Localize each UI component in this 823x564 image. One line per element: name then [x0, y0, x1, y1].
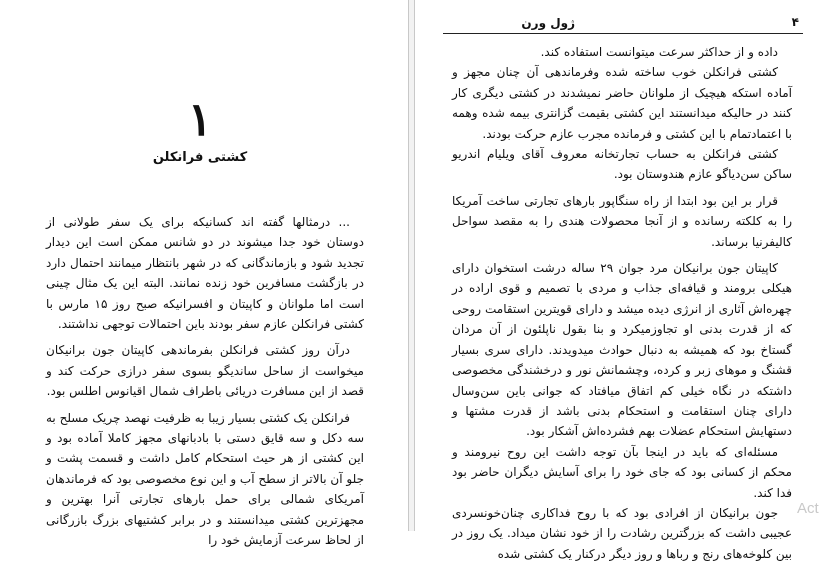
chapter-title: کشتی فرانکلن	[152, 150, 248, 165]
paragraph: فرانکلن یک کشتی بسیار زیبا به ظرفیت نهصد چریک مسلح به سه دکل و سه قایق دستی با بادبانهای مجهز کاملا آماده بود و این کشتی از هر حیث استحکام کامل داشت و قسمت پشت و جلو آن بالاتر از سطح آب و این نوع مخصوصی بود که فرماندهان آمریکای شمالی برای حمل بارهای تجارتی آنرا بهترین و مجهزترین کشتی میدانستند و در برابر کشتیهای بزرگ بازرگانی از لحاظ سرعت آزمایش خود را	[46, 410, 364, 548]
paragraph: کشتی فرانکلن به حساب تجارتخانه معروف آقای ویلیام اندریو ساکن سن‌دیاگو عازم هندوستان بود.	[452, 147, 792, 182]
left-page	[0, 0, 409, 548]
paragraph: ... درمثالها گفته اند کسانیکه برای یک سفر طولانی از دوستان خود جدا میشوند در دو شانس ممکن است این دیدار تجدید شود و بازماندگانی که در شهر بانتظار میمانند احتمال دارد در بازگشت مسافرین خود زنده نمانند. البته این یک مثال چینی است اما ملوانان و کاپیتان و افسرانیکه صبح روز ۱۵ مارس با کشتی فرانکلن عازم سفر بودند باین احتمالات توجهی نداشتند.	[46, 215, 364, 332]
paragraph: درآن روز کشتی فرانکلن بفرماندهی کاپیتان جون برانیکان میخواست از ساحل سانديگو بسوی سفر درازی حرکت کند و قصد از این مسافرت دریائی باطراف شمال اقیانوس اطلس بود.	[46, 343, 364, 399]
paragraph: مسئله‌ای که باید در اینجا بآن توجه داشت این روح نیرومند و محکم از کسانی بود که جای خود را برای آسایش دیگران حاضر بود فدا کند.	[452, 444, 792, 500]
paragraph: کشتی فرانکلن خوب ساخته شده وفرماندهی آن چنان مجهز و آماده استکه هیچیک از ملوانان حاضر نمیشدند در کشتی دیگری کار کنند در حالیکه میدانستند این کشتی بقیمت گزانتری بیمه شده وهمه با اعتمادتمام با این کشتی و فرمانده مجرب عازم حرکت بودند.	[452, 65, 792, 141]
paragraph: جون برانیکان از افرادی بود که با روح فداکاری چنان‌خونسردی عجیبی داشت که بزرگترین رشادت را از خود نشان میداد. یک روز در بین کلوخه‌های رنج و رباها و روز دیگر درکنار یک کشتی شده	[452, 505, 792, 561]
left-page-body	[46, 212, 364, 551]
running-head-title: ژول ورن	[521, 16, 575, 30]
chapter-number: ۱	[187, 92, 213, 146]
right-page-body	[452, 42, 792, 564]
running-head	[443, 15, 803, 34]
paragraph: داده و از حداکثر سرعت میتوانست استفاده کند.	[540, 45, 778, 59]
page-number: ۴	[791, 15, 799, 29]
paragraph: قرار بر این بود ابتدا از راه سنگاپور بارهای تجارتی ساخت آمریکا را به کلکته رسانده و از آنجا محصولات هندی را به مقصد سواحل کالیفرنیا برساند.	[452, 193, 792, 249]
paragraph: کاپیتان جون برانیکان مرد جوان ۲۹ ساله درشت استخوان دارای هیکلی برومند و قیافه‌ای جذاب و مردی با تصمیم و قوی اراده در چهره‌اش آثاری از انرژی دیده میشد و دارای قویترین استقامت روحی که از قدرت بدنی او تجاوزمیکرد و بنا بقول ناپلئون از آن مردان گستاخ بود که همیشه به دنبال حوادث میدویدند. دارای سری بسیار قشنگ و موهای زبر و کرده، وچشمانش نور و درخشندگی مخصوصی داشتکه در نگاه خیلی کم اتفاق میافتاد که جوانی باین سن‌وسال دارای چنان استقامت و استحکام بدنی باشد از قدرت مشتها و دستهایش استحکام عضلات بهم فشرده‌اش آشکار بود.	[452, 261, 792, 439]
watermark-text: Act	[797, 500, 819, 517]
